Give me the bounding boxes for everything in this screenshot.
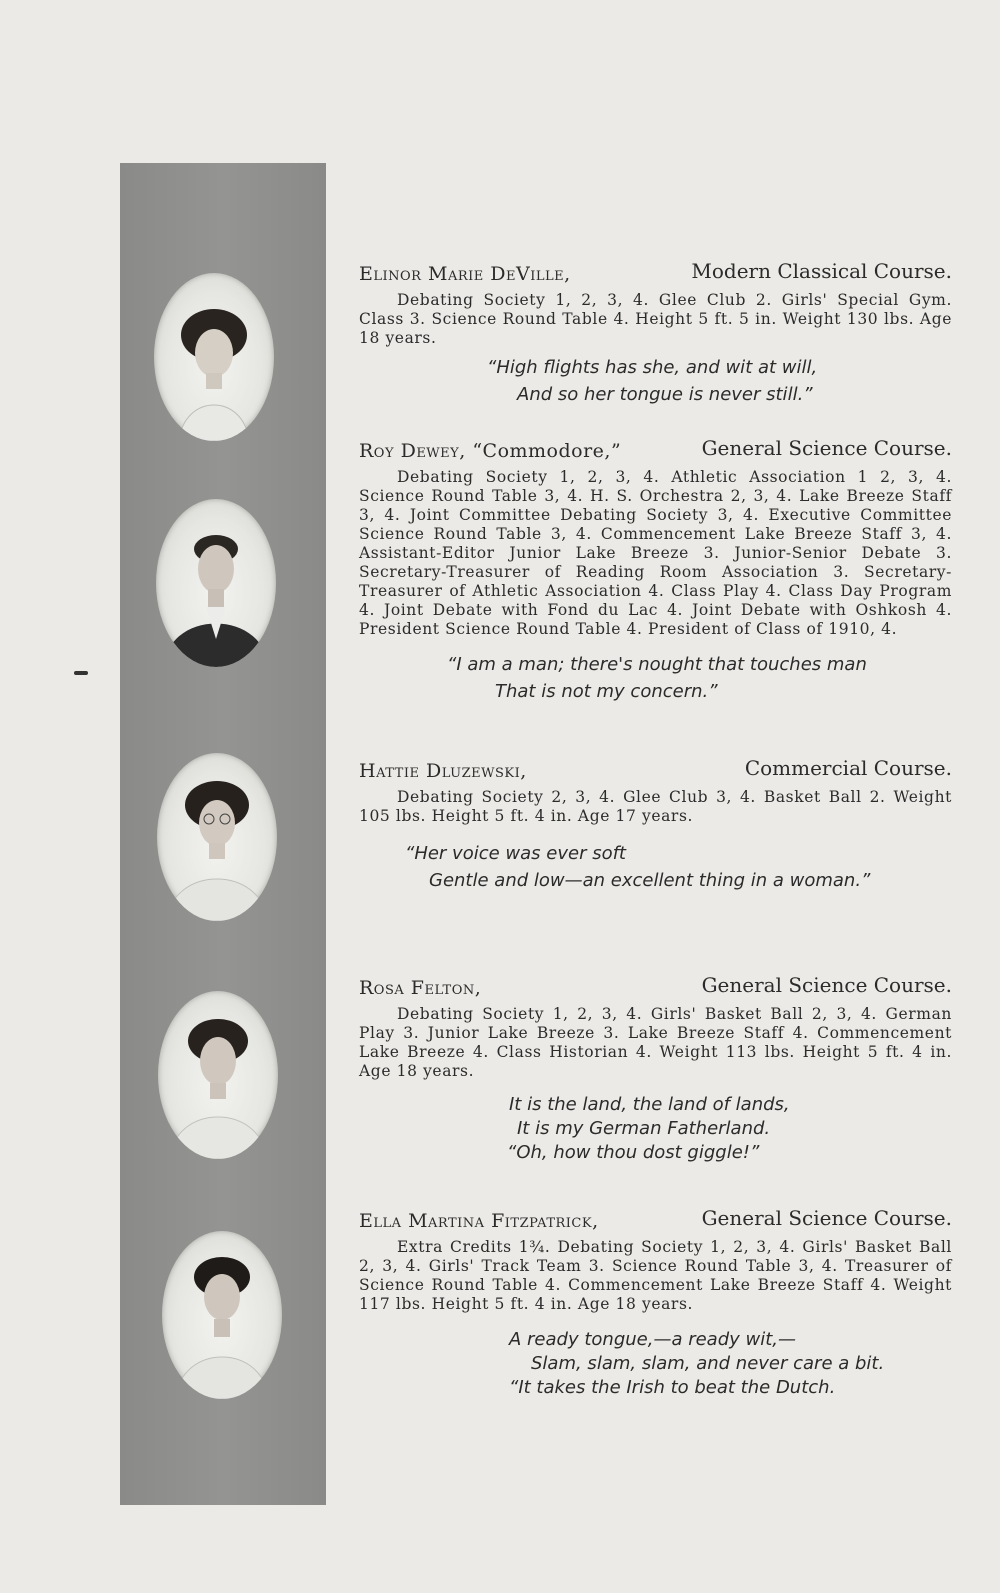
- entry-header: [359, 436, 952, 466]
- quote-line: It is my German Fatherland.: [517, 1118, 771, 1139]
- quote-line: “Oh, how thou dost giggle!”: [507, 1142, 760, 1163]
- entry-roy-dewey: [359, 436, 952, 705]
- entry-header: [359, 1206, 952, 1236]
- entry-ella-fitzpatrick: [359, 1206, 952, 1400]
- student-quote: [359, 1093, 952, 1165]
- portrait-roy-dewey: [156, 499, 276, 667]
- portrait-hattie-dluzewski-image: [157, 753, 277, 921]
- quote-line: “It takes the Irish to beat the Dutch.: [509, 1377, 836, 1398]
- quote-line: It is the land, the land of lands,: [509, 1094, 790, 1115]
- portrait-roy-dewey-image: [156, 499, 276, 667]
- course-name: Modern Classical Course.: [691, 259, 952, 283]
- margin-mark: [74, 671, 88, 675]
- course-name: General Science Course.: [701, 1206, 952, 1230]
- portrait-elinor-deville-image: [154, 273, 274, 441]
- student-nickname: “Commodore,”: [472, 440, 622, 462]
- portrait-hattie-dluzewski: [157, 753, 277, 921]
- quote-line: “I am a man; there's nought that touches man: [447, 654, 867, 675]
- student-quote: [359, 354, 952, 408]
- student-name: Hattie Dluzewski,: [359, 760, 527, 782]
- student-bio: Debating Society 1, 2, 3, 4. Athletic Association 1 2, 3, 4. Science Round Table 3, 4. H. S. Orchestra 2, 3, 4. Lake Breeze Staff 3, 4. Joint Committee Debating Society 3, 4. Executive Committee Science Round Table 3, 4. Commencement Lake Breeze Staff 3, 4. Assistant-Editor Junior Lake Breeze 3. Junior-Senior Debate 3. Secretary-Treasurer of Reading Room Association 3. Secretary-Treasurer of Athletic Association 4. Class Play 4. Class Day Program 4. Joint Debate with Fond du Lac 4. Joint Debate with Oshkosh 4. President Science Round Table 4. President of Class of 1910, 4.: [359, 468, 952, 638]
- course-name: Commercial Course.: [744, 756, 952, 780]
- portrait-ella-fitzpatrick-image: [162, 1231, 282, 1399]
- entry-rosa-felton: [359, 973, 952, 1165]
- student-name: Rosa Felton,: [359, 977, 482, 999]
- quote-line: Slam, slam, slam, and never care a bit.: [531, 1353, 885, 1374]
- quote-line: And so her tongue is never still.”: [517, 384, 813, 405]
- photo-strip: [120, 163, 326, 1505]
- student-name: Elinor Marie DeVille,: [359, 263, 571, 285]
- entry-elinor-deville: [359, 259, 952, 408]
- entry-header: [359, 973, 952, 1003]
- student-quote: [359, 1328, 952, 1400]
- student-bio: Debating Society 1, 2, 3, 4. Girls' Basket Ball 2, 3, 4. German Play 3. Junior Lake Breeze 3. Lake Breeze Staff 4. Commencement Lake Breeze 4. Class Historian 4. Weight 113 lbs. Height 5 ft. 4 in. Age 18 years.: [359, 1005, 952, 1080]
- entry-header: [359, 756, 952, 786]
- portrait-rosa-felton-image: [158, 991, 278, 1159]
- portrait-ella-fitzpatrick: [162, 1231, 282, 1399]
- quote-line: “High flights has she, and wit at will,: [487, 357, 818, 378]
- course-name: General Science Course.: [701, 973, 952, 997]
- portrait-rosa-felton: [158, 991, 278, 1159]
- quote-line: That is not my concern.”: [495, 681, 718, 702]
- student-bio: Debating Society 1, 2, 3, 4. Glee Club 2. Girls' Special Gym. Class 3. Science Round Table 4. Height 5 ft. 5 in. Weight 130 lbs. Age 18 years.: [359, 291, 952, 347]
- student-name: [359, 440, 621, 462]
- student-name: Ella Martina Fitzpatrick,: [359, 1210, 599, 1232]
- student-bio: Extra Credits 1¾. Debating Society 1, 2, 3, 4. Girls' Basket Ball 2, 3, 4. Girls' Track Team 3. Science Round Table 3, 4. Treasurer of Science Round Table 4. Commencement Lake Breeze Staff 4. Weight 117 lbs. Height 5 ft. 4 in. Age 18 years.: [359, 1238, 952, 1313]
- student-name-text: Roy Dewey,: [359, 440, 466, 462]
- student-bio: Debating Society 2, 3, 4. Glee Club 3, 4. Basket Ball 2. Weight 105 lbs. Height 5 ft. 4 in. Age 17 years.: [359, 788, 952, 825]
- portrait-elinor-deville: [154, 273, 274, 441]
- course-name: General Science Course.: [701, 436, 952, 460]
- quote-line: Gentle and low—an excellent thing in a woman.”: [429, 870, 871, 891]
- student-quote: [359, 840, 952, 894]
- student-quote: [359, 651, 952, 705]
- entry-header: [359, 259, 952, 289]
- quote-line: A ready tongue,—a ready wit,—: [509, 1329, 797, 1350]
- quote-line: “Her voice was ever soft: [405, 843, 626, 864]
- entry-hattie-dluzewski: [359, 756, 952, 894]
